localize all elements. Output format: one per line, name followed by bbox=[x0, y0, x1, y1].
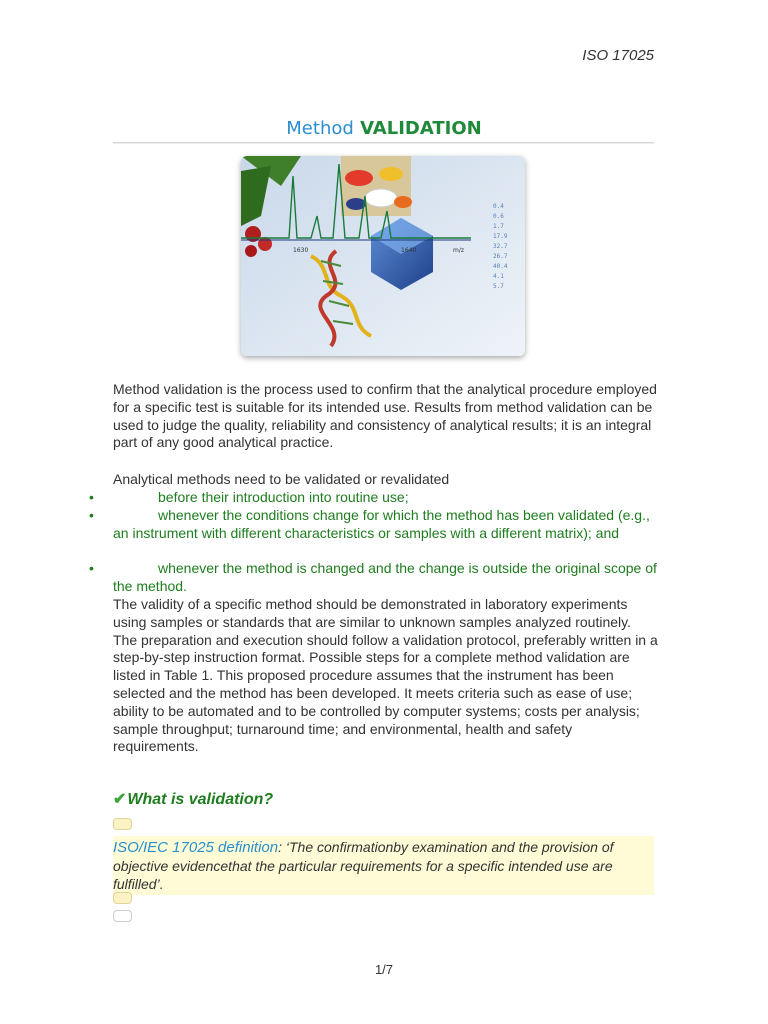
hero-value: 0.4 bbox=[493, 203, 504, 210]
section-heading bbox=[113, 789, 273, 809]
hero-value: 17.9 bbox=[493, 233, 508, 240]
hero-value: 5.7 bbox=[493, 283, 504, 290]
hero-value: 32.7 bbox=[493, 243, 508, 250]
revalidate-intro: Analytical methods need to be validated or revalidated bbox=[113, 471, 450, 487]
comment-marker[interactable] bbox=[113, 818, 132, 830]
checkmark-icon: ✔ bbox=[113, 791, 127, 808]
intro-paragraph: Method validation is the process used to confirm that the analytical procedure employed for a specific test is suitable for its intended use. Results from method validation can be used to judge the quality, reliability and consistency of analytical results; it is an integral part of any good analytical practice. bbox=[113, 381, 657, 451]
hero-image bbox=[241, 156, 525, 356]
page-title bbox=[0, 118, 768, 139]
bullet-dot: • bbox=[89, 560, 94, 576]
hero-value: 26.7 bbox=[493, 253, 508, 260]
list-item-text: whenever the conditions change for which the method has been validated (e.g., an instrument with different characteristics or samples with a different matrix); and bbox=[113, 507, 650, 541]
list-item bbox=[89, 507, 658, 543]
empty-comment-marker[interactable] bbox=[113, 910, 132, 922]
hero-value: 1.7 bbox=[493, 223, 504, 230]
title-divider bbox=[113, 142, 654, 144]
hero-value: 4.1 bbox=[493, 273, 504, 280]
list-item-text: whenever the method is changed and the change is outside the original scope of the method. bbox=[113, 560, 657, 594]
validity-paragraph: The validity of a specific method should be demonstrated in laboratory experiments using samples or standards that are similar to unknown samples analyzed routinely. The preparation and execution should follow a validation protocol, preferably written in a step-by-step instruction format. Possible steps for a complete method validation are listed in Table 1. This proposed procedure assumes that the instrument has been selected and the method has been developed. It meets criteria such as ease of use; ability to be automated and to be controlled by computer systems; costs per analysis; sample throughput; turnaround time; and environmental, health and safety requirements. bbox=[113, 596, 658, 755]
definition-highlight bbox=[113, 836, 654, 895]
title-word-validation: VALIDATION bbox=[360, 118, 482, 139]
document-reference: ISO 17025 bbox=[582, 47, 654, 64]
list-item-text: before their introduction into routine use; bbox=[158, 489, 409, 505]
chromatogram-tick-1630: 1630 bbox=[293, 247, 309, 254]
list-item bbox=[89, 560, 658, 596]
title-word-method: Method bbox=[286, 118, 354, 139]
comment-marker[interactable] bbox=[113, 892, 132, 904]
bullet-dot: • bbox=[89, 489, 94, 505]
definition-separator: : bbox=[278, 839, 286, 855]
chromatogram-tick-1640: 1640 bbox=[401, 247, 417, 254]
chromatogram-tick-mz: m/z bbox=[453, 247, 465, 254]
page-number: 1/7 bbox=[374, 962, 394, 977]
list-item bbox=[89, 489, 658, 507]
definition-text: ‘The confirmationby examination and the provision of objective evidencethat the particular requirements for a specific intended use are fulfilled’. bbox=[113, 839, 614, 892]
hero-illustration bbox=[241, 156, 525, 356]
hero-value: 40.4 bbox=[493, 263, 508, 270]
bullet-dot: • bbox=[89, 507, 94, 523]
hero-value: 0.6 bbox=[493, 213, 504, 220]
definition-term: ISO/IEC 17025 definition bbox=[113, 839, 279, 856]
section-heading-text: What is validation? bbox=[127, 791, 274, 808]
